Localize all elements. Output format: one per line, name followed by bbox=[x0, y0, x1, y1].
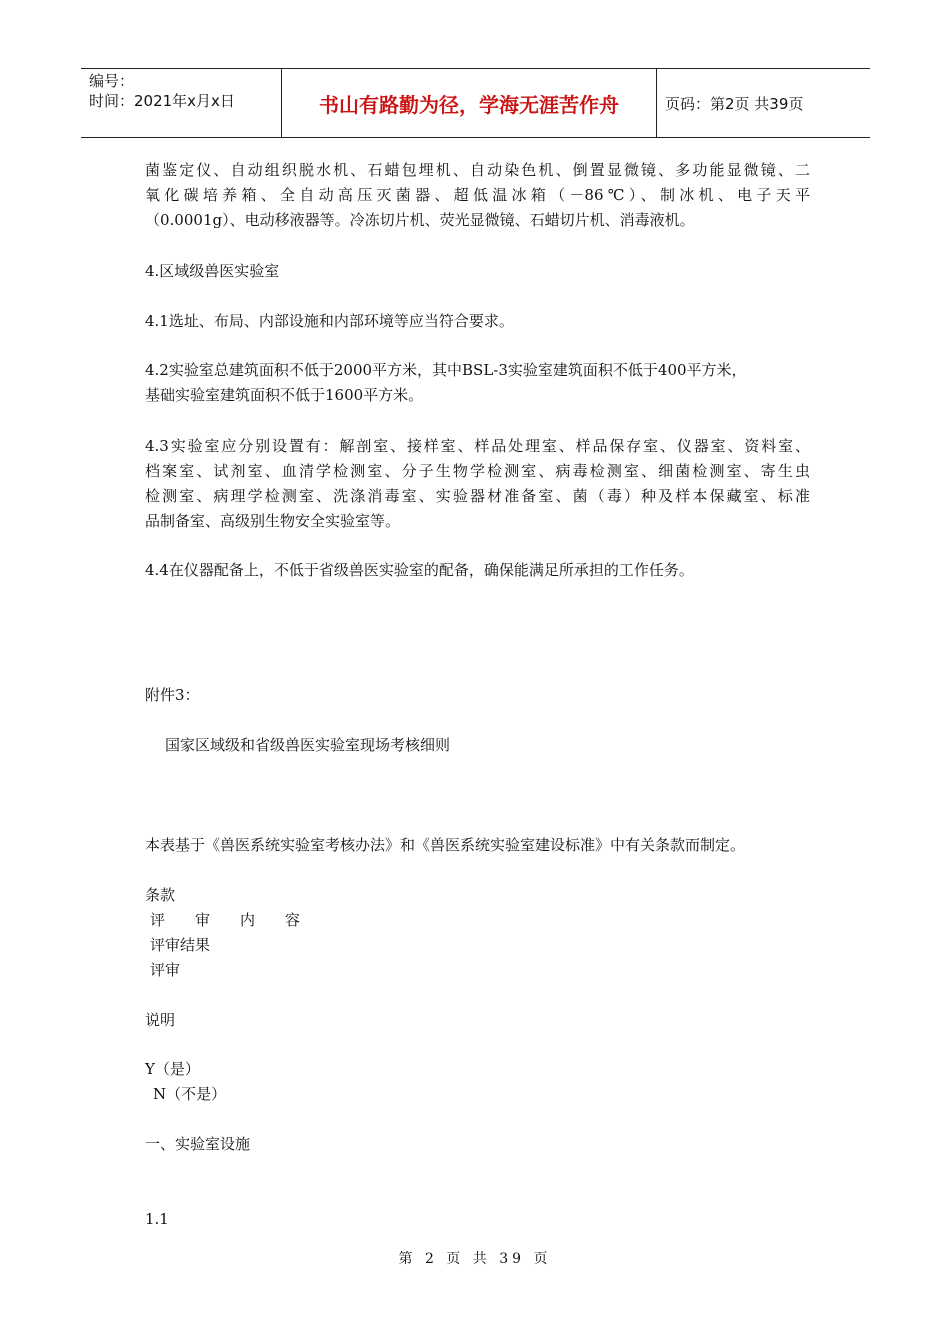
paragraph: 档案室、试剂室、血清学检测室、分子生物学检测室、病毒检测室、细菌检测室、寄生虫 bbox=[145, 462, 810, 480]
table-header-result: 评审结果 bbox=[150, 936, 211, 954]
table-header-clause: 条款 bbox=[145, 886, 176, 904]
header-motto: 书山有路勤为径，学海无涯苦作舟 bbox=[319, 92, 619, 117]
option-no: N（不是） bbox=[153, 1085, 227, 1103]
table-header-content: 评 审 内 容 bbox=[150, 911, 301, 929]
option-yes: Y（是） bbox=[145, 1060, 200, 1078]
paragraph: 4.4在仪器配备上，不低于省级兽医实验室的配备，确保能满足所承担的工作任务。 bbox=[145, 561, 694, 579]
continued-text-line: 菌鉴定仪、自动组织脱水机、石蜡包埋机、自动染色机、倒置显微镜、多功能显微镜、二 bbox=[145, 161, 810, 179]
continued-text-line: （0.0001g）、电动移液器等。冷冻切片机、荧光显微镜、石蜡切片机、消毒液机。 bbox=[145, 211, 695, 229]
continued-text-line: 氧化碳培养箱、全自动高压灭菌器、超低温冰箱（－86℃）、制冰机、电子天平 bbox=[145, 186, 810, 204]
part-heading: 一、实验室设施 bbox=[145, 1135, 251, 1153]
item-number: 1.1 bbox=[145, 1210, 169, 1228]
paragraph: 4.3实验室应分别设置有：解剖室、接样室、样品处理室、样品保存室、仪器室、资料室、 bbox=[145, 437, 810, 455]
page-header bbox=[81, 68, 870, 138]
page-footer: 第 2 页 共 39 页 bbox=[398, 1251, 552, 1267]
basis-text: 本表基于《兽医系统实验室考核办法》和《兽医系统实验室建设标准》中有关条款而制定。 bbox=[145, 836, 746, 854]
paragraph: 品制备室、高级别生物安全实验室等。 bbox=[145, 512, 401, 530]
header-page-info: 页码：第2页 共39页 bbox=[665, 94, 804, 113]
paragraph: 4.2实验室总建筑面积不低于2000平方米，其中BSL-3实验室建筑面积不低于400平方米， bbox=[145, 361, 747, 379]
annex-title: 国家区域级和省级兽医实验室现场考核细则 bbox=[165, 736, 451, 754]
paragraph: 基础实验室建筑面积不低于1600平方米。 bbox=[145, 386, 424, 404]
header-meta-cell bbox=[81, 69, 281, 137]
time-label: 时间：2021年x月x日 bbox=[89, 92, 235, 110]
table-header-note: 说明 bbox=[145, 1011, 176, 1029]
number-label: 编号： bbox=[89, 72, 135, 90]
header-divider bbox=[656, 69, 657, 137]
annex-label: 附件3： bbox=[145, 686, 200, 704]
section-heading: 4.区域级兽医实验室 bbox=[145, 262, 280, 280]
table-header-review: 评审 bbox=[150, 961, 181, 979]
paragraph: 检测室、病理学检测室、洗涤消毒室、实验器材准备室、菌（毒）种及样本保藏室、标准 bbox=[145, 487, 810, 505]
paragraph: 4.1选址、布局、内部设施和内部环境等应当符合要求。 bbox=[145, 312, 514, 330]
